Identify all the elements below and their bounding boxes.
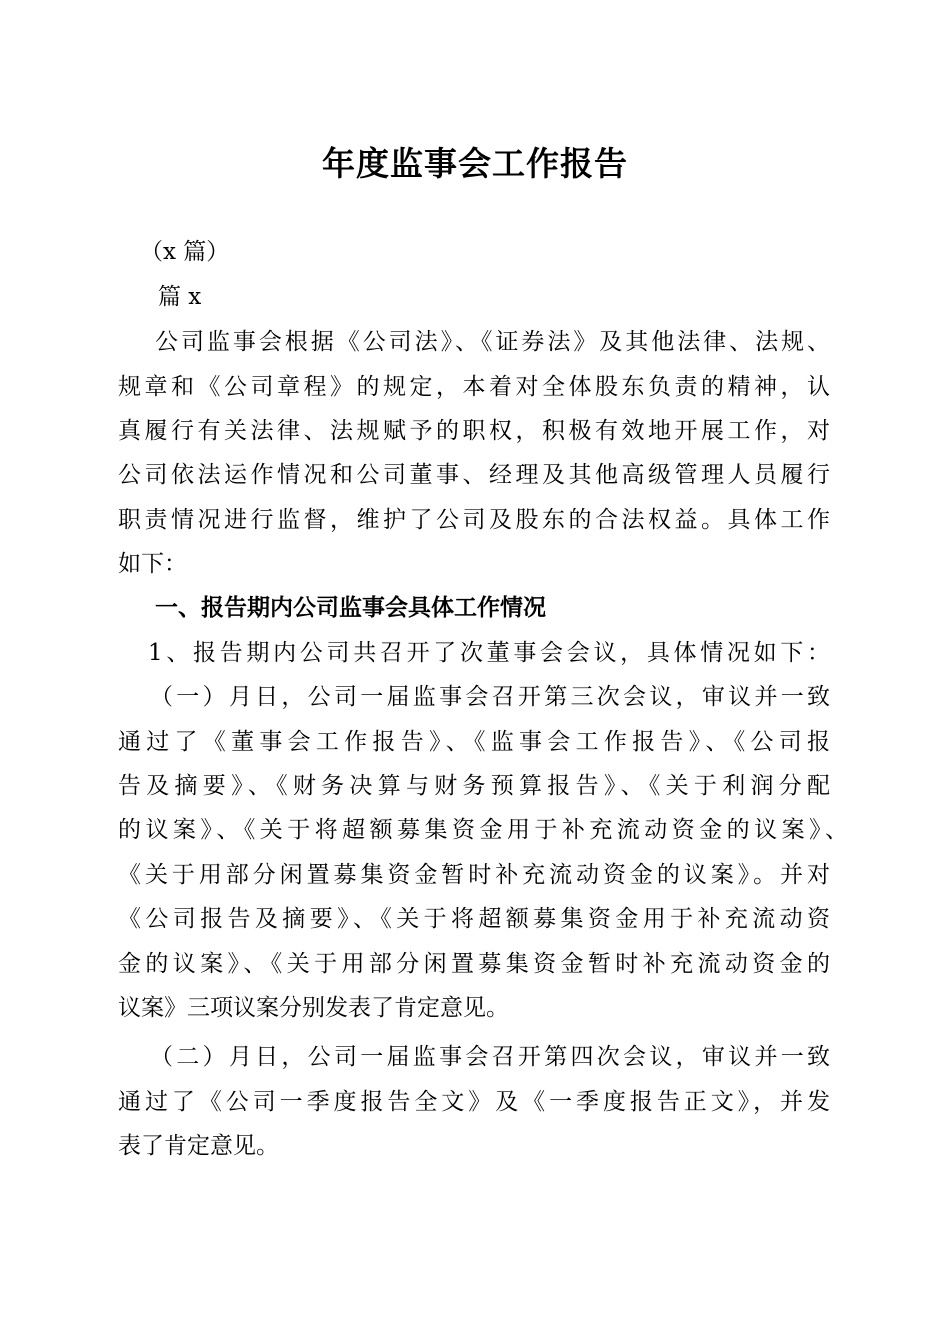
document-title: 年度监事会工作报告 bbox=[322, 144, 628, 183]
part-label: 篇 x bbox=[158, 284, 202, 310]
paragraph-line: 公司监事会根据《公司法》、《证券法》及其他法律、法规、 bbox=[155, 329, 830, 355]
paragraph-line: （一）月日，公司一届监事会召开第三次会议，审议并一致 bbox=[150, 684, 830, 710]
paragraph-line: 告及摘要》、《财务决算与财务预算报告》、《关于利润分配 bbox=[118, 773, 830, 799]
paragraph-line: 公司依法运作情况和公司董事、经理及其他高级管理人员履行 bbox=[118, 462, 830, 488]
section-heading: 一、报告期内公司监事会具体工作情况 bbox=[155, 595, 546, 621]
paragraph-line: 职责情况进行监督，维护了公司及股东的合法权益。具体工作 bbox=[118, 507, 830, 533]
paragraph-line: 如下： bbox=[118, 551, 187, 577]
paragraph-line: 《公司报告及摘要》、《关于将超额募集资金用于补充流动资 bbox=[118, 906, 830, 932]
paragraph-line: 的议案》、《关于将超额募集资金用于补充流动资金的议案》、 bbox=[118, 817, 848, 843]
paragraph-line: 议案》三项议案分别发表了肯定意见。 bbox=[118, 995, 509, 1021]
paragraph-line: 通过了《公司一季度报告全文》及《一季度报告正文》，并发 bbox=[118, 1089, 830, 1115]
paragraph-line: （二）月日，公司一届监事会召开第四次会议，审议并一致 bbox=[150, 1044, 830, 1070]
item-line: 1、报告期内公司共召开了次董事会会议，具体情况如下： bbox=[148, 640, 830, 666]
subtitle: （x 篇） bbox=[140, 239, 230, 265]
paragraph-line: 《关于用部分闲置募集资金暂时补充流动资金的议案》。并对 bbox=[118, 862, 830, 888]
paragraph-line: 金的议案》、《关于用部分闲置募集资金暂时补充流动资金的 bbox=[118, 951, 830, 977]
paragraph-line: 规章和《公司章程》的规定，本着对全体股东负责的精神，认 bbox=[118, 374, 830, 400]
paragraph-line: 通过了《董事会工作报告》、《监事会工作报告》、《公司报 bbox=[118, 729, 830, 755]
paragraph-line: 真履行有关法律、法规赋予的职权，积极有效地开展工作，对 bbox=[118, 418, 830, 444]
paragraph-line: 表了肯定意见。 bbox=[118, 1133, 279, 1159]
